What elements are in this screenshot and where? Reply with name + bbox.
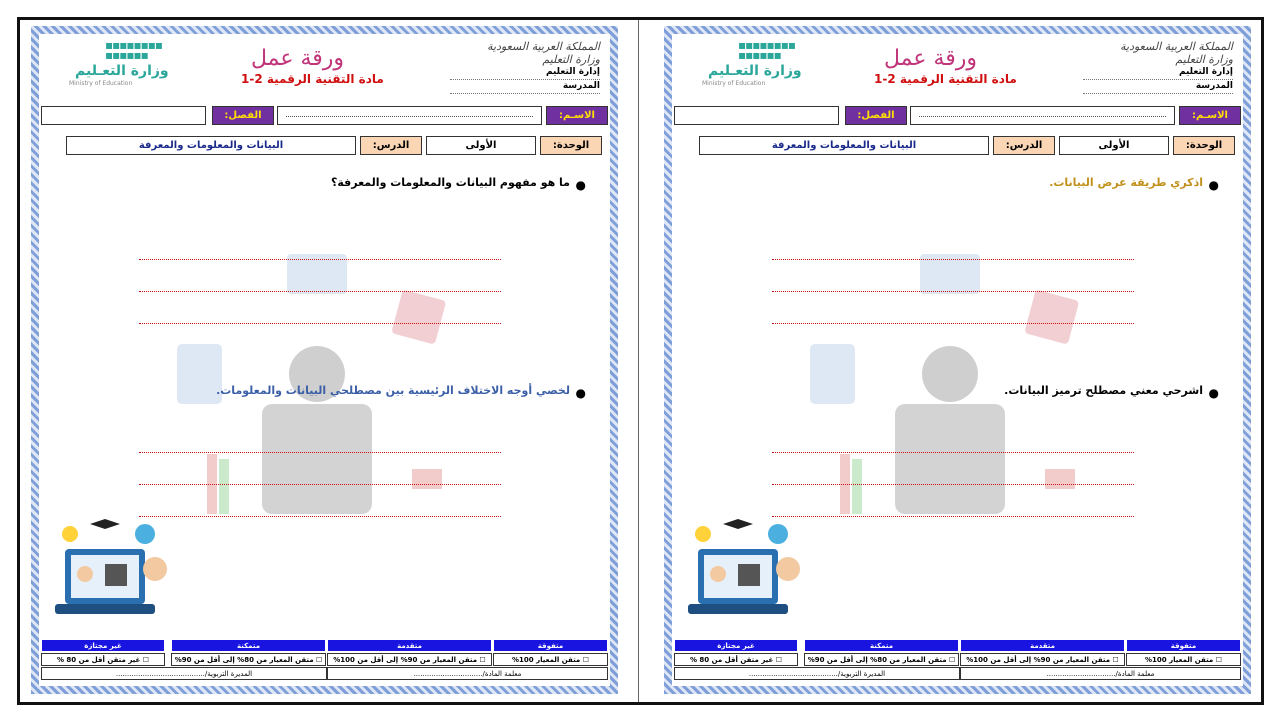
answer-line[interactable] bbox=[139, 484, 501, 485]
level-advanced: متقدمة bbox=[960, 639, 1125, 652]
bullet-1: ● bbox=[575, 178, 586, 192]
school-label: المدرسة bbox=[450, 80, 600, 94]
level-proficient: متمكنة bbox=[171, 639, 326, 652]
watermark-illustration bbox=[167, 244, 467, 514]
question-1: اذكري طريقة عرض البيانات. bbox=[1049, 176, 1203, 189]
answer-line[interactable] bbox=[772, 484, 1134, 485]
supervisor-signature: المديرة التربوية/........................................ bbox=[674, 667, 960, 680]
admin-label: إدارة التعليم bbox=[1083, 66, 1233, 80]
class-label: الفصل: bbox=[212, 106, 274, 125]
moe-logo-icon: ▪▪▪▪▪▪▪▪ ▪▪▪▪▪▪ bbox=[105, 38, 163, 62]
criterion-checkbox[interactable]: ☐ متقن المعيار من 80% إلى أقل من 90% bbox=[171, 653, 326, 666]
worksheet-right bbox=[31, 26, 618, 694]
moe-logo-en: Ministry of Education bbox=[69, 80, 133, 87]
name-label: الاسـم: bbox=[546, 106, 608, 125]
name-field[interactable] bbox=[277, 106, 542, 125]
admin-info bbox=[450, 66, 600, 94]
level-proficient: متمكنة bbox=[804, 639, 959, 652]
criterion-checkbox[interactable]: ☐ متقن المعيار 100% bbox=[1126, 653, 1241, 666]
level-excellent: متفوقة bbox=[493, 639, 608, 652]
question-2: لخصي أوجه الاختلاف الرئيسية بين مصطلحي البيانات والمعلومات. bbox=[216, 384, 570, 397]
name-field[interactable] bbox=[910, 106, 1175, 125]
teacher-signature: معلمة المادة/............................... bbox=[327, 667, 608, 680]
moe-logo bbox=[686, 38, 802, 92]
worksheet-title: ورقة عمل bbox=[884, 46, 978, 71]
answer-line[interactable] bbox=[772, 516, 1134, 517]
class-field[interactable] bbox=[41, 106, 206, 125]
criterion-checkbox[interactable]: ☐ متقن المعيار من 90% إلى أقل من 100% bbox=[327, 653, 492, 666]
class-label: الفصل: bbox=[845, 106, 907, 125]
rubric-grid bbox=[674, 639, 1241, 684]
ministry-name-calligraphy: وزارة التعليم bbox=[542, 53, 600, 66]
unit-label: الوحدة: bbox=[540, 136, 602, 155]
unit-value: الأولى bbox=[426, 136, 536, 155]
answer-line[interactable] bbox=[139, 259, 501, 260]
answer-line[interactable] bbox=[772, 452, 1134, 453]
answer-line[interactable] bbox=[772, 259, 1134, 260]
watermark-illustration bbox=[800, 244, 1100, 514]
kingdom-logo bbox=[487, 40, 600, 66]
page-divider bbox=[638, 20, 639, 702]
moe-logo-en: Ministry of Education bbox=[702, 80, 766, 87]
worksheet-subtitle: مادة التقنية الرقمية 2-1 bbox=[241, 72, 384, 86]
supervisor-signature: المديرة التربوية/........................................ bbox=[41, 667, 327, 680]
bullet-2: ● bbox=[1208, 386, 1219, 400]
worksheet-title: ورقة عمل bbox=[251, 46, 345, 71]
worksheet-subtitle: مادة التقنية الرقمية 2-1 bbox=[874, 72, 1017, 86]
bullet-1: ● bbox=[1208, 178, 1219, 192]
level-fail: غير مجتازة bbox=[674, 639, 798, 652]
computer-illustration bbox=[678, 519, 808, 629]
name-label: الاسـم: bbox=[1179, 106, 1241, 125]
criterion-checkbox[interactable]: ☐ متقن المعيار 100% bbox=[493, 653, 608, 666]
answer-line[interactable] bbox=[139, 291, 501, 292]
level-advanced: متقدمة bbox=[327, 639, 492, 652]
lesson-label: الدرس: bbox=[360, 136, 422, 155]
worksheet-body bbox=[672, 34, 1243, 686]
class-field[interactable] bbox=[674, 106, 839, 125]
criterion-checkbox[interactable]: ☐ غير متقن أقل من 80 % bbox=[674, 653, 798, 666]
answer-line[interactable] bbox=[139, 323, 501, 324]
question-1: ما هو مفهوم البيانات والمعلومات والمعرفة؟ bbox=[330, 176, 570, 189]
ministry-name-calligraphy: وزارة التعليم bbox=[1175, 53, 1233, 66]
lesson-value: البيانات والمعلومات والمعرفة bbox=[699, 136, 989, 155]
admin-label: إدارة التعليم bbox=[450, 66, 600, 80]
answer-line[interactable] bbox=[772, 323, 1134, 324]
admin-info bbox=[1083, 66, 1233, 94]
level-fail: غير مجتازة bbox=[41, 639, 165, 652]
bullet-2: ● bbox=[575, 386, 586, 400]
moe-logo bbox=[53, 38, 169, 92]
kingdom-name: المملكة العربية السعودية bbox=[487, 40, 600, 53]
worksheet-left bbox=[664, 26, 1251, 694]
criterion-checkbox[interactable]: ☐ غير متقن أقل من 80 % bbox=[41, 653, 165, 666]
school-label: المدرسة bbox=[1083, 80, 1233, 94]
kingdom-logo bbox=[1120, 40, 1233, 66]
moe-logo-text: وزارة التعـليم bbox=[75, 63, 169, 79]
teacher-signature: معلمة المادة/............................... bbox=[960, 667, 1241, 680]
criterion-checkbox[interactable]: ☐ متقن المعيار من 80% إلى أقل من 90% bbox=[804, 653, 959, 666]
unit-value: الأولى bbox=[1059, 136, 1169, 155]
computer-illustration bbox=[45, 519, 175, 629]
question-2: اشرحي معني مصطلح ترميز البيانات. bbox=[1004, 384, 1203, 397]
answer-line[interactable] bbox=[139, 452, 501, 453]
level-excellent: متفوقة bbox=[1126, 639, 1241, 652]
rubric-grid bbox=[41, 639, 608, 684]
moe-logo-icon: ▪▪▪▪▪▪▪▪ ▪▪▪▪▪▪ bbox=[738, 38, 796, 62]
answer-line[interactable] bbox=[139, 516, 501, 517]
moe-logo-text: وزارة التعـليم bbox=[708, 63, 802, 79]
answer-line[interactable] bbox=[772, 291, 1134, 292]
criterion-checkbox[interactable]: ☐ متقن المعيار من 90% إلى أقل من 100% bbox=[960, 653, 1125, 666]
kingdom-name: المملكة العربية السعودية bbox=[1120, 40, 1233, 53]
worksheet-body bbox=[39, 34, 610, 686]
lesson-label: الدرس: bbox=[993, 136, 1055, 155]
lesson-value: البيانات والمعلومات والمعرفة bbox=[66, 136, 356, 155]
unit-label: الوحدة: bbox=[1173, 136, 1235, 155]
